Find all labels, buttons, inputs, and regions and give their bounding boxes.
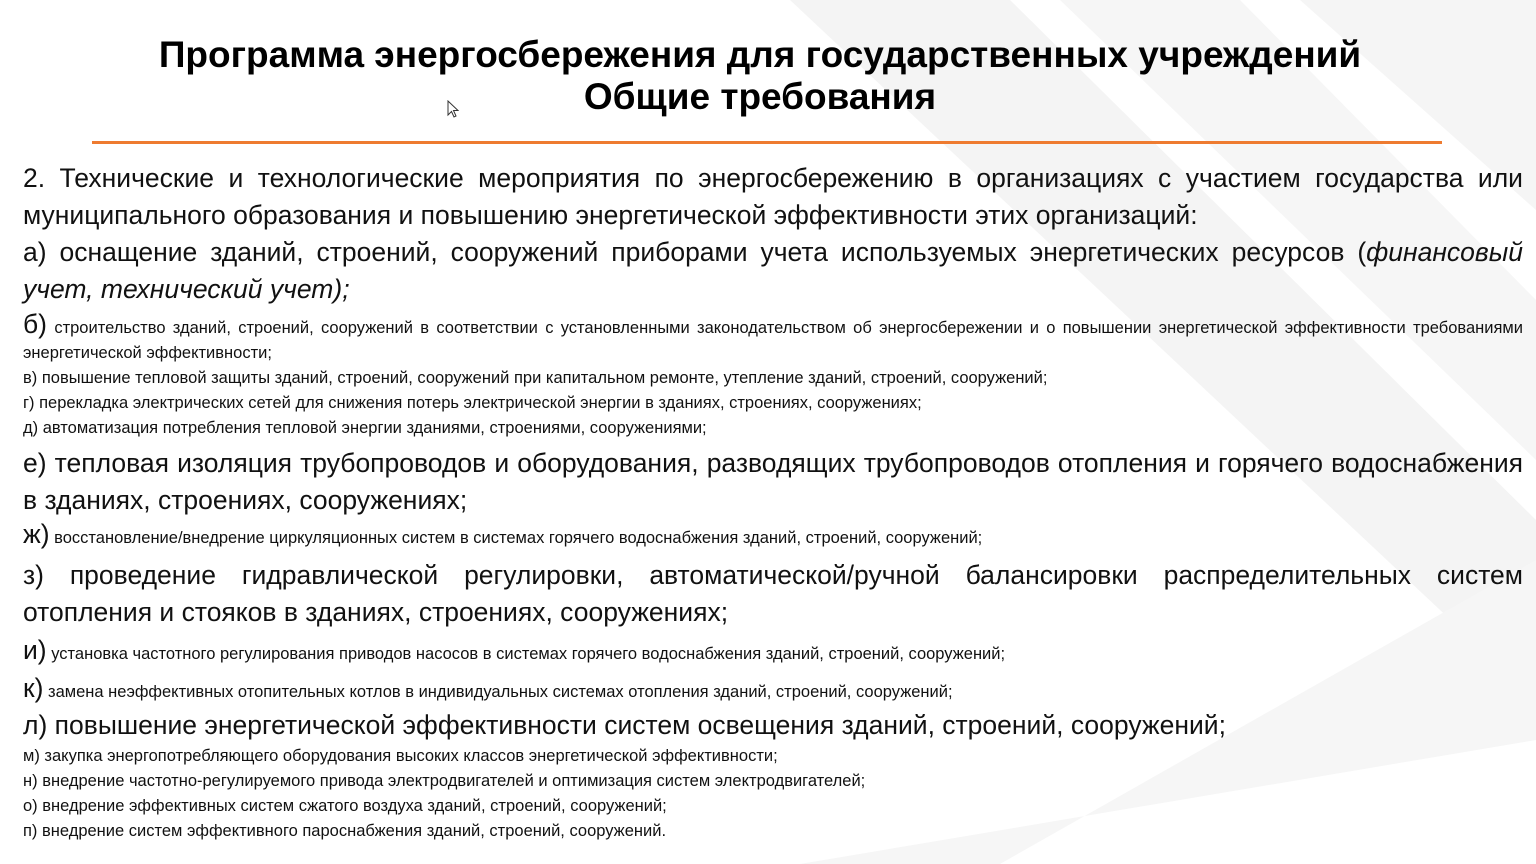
- list-item-d: д) автоматизация потребления тепловой энергии зданиями, строениями, сооружениями;: [23, 419, 707, 437]
- list-item-e: е) тепловая изоляция трубопроводов и оборудования, разводящих трубопроводов отопления и горячего водоснабжения в зданиях, строениях, сооружениях;: [23, 448, 1523, 515]
- list-item-b: [23, 309, 1523, 366]
- title-divider: [92, 141, 1442, 144]
- title-line-1: Программа энергосбережения для государственных учреждений: [158, 34, 1362, 75]
- item-k-text: замена неэффективных отопительных котлов в индивидуальных системах отопления зданий, строений, сооружений;: [48, 683, 953, 701]
- title-line-2: Общие требования: [583, 76, 937, 117]
- list-item-v: в) повышение тепловой защиты зданий, строений, сооружений при капитальном ремонте, утепление зданий, строений, сооружений;: [23, 369, 1048, 387]
- list-item-g: г) перекладка электрических сетей для снижения потерь электрической энергии в зданиях, строениях, сооружениях;: [23, 394, 922, 412]
- list-item-a: [23, 234, 1523, 308]
- list-item-zh: [23, 519, 1523, 553]
- item-zh-marker: ж): [23, 519, 50, 549]
- slide-content: [23, 160, 1523, 844]
- item-zh-text: восстановление/внедрение циркуляционных систем в системах горячего водоснабжения зданий, строений, сооружений;: [54, 529, 983, 547]
- item-b-text: строительство зданий, строений, сооружений в соответствии с установленными законодательством об энергосбережении и о повышении энергетической эффективности требованиями энергетической эффективности;: [23, 319, 1523, 362]
- list-item-l: л) повышение энергетической эффективности систем освещения зданий, строений, сооружений;: [23, 710, 1226, 740]
- list-item-m: м) закупка энергопотребляющего оборудования высоких классов энергетической эффективности;: [23, 747, 778, 765]
- list-item-z: з) проведение гидравлической регулировки, автоматической/ручной балансировки распределительных систем отопления и стояков в зданиях, строениях, сооружениях;: [23, 560, 1523, 627]
- item-a-italic: финансовый учет, технический учет);: [23, 237, 1523, 304]
- list-item-i: [23, 635, 1523, 669]
- mouse-pointer-icon: [447, 100, 459, 118]
- intro-paragraph: 2. Технические и технологические мероприятия по энергосбережению в организациях с участием государства или муниципального образования и повышению энергетической эффективности этих организаций:: [23, 163, 1523, 230]
- list-item-o: о) внедрение эффективных систем сжатого воздуха зданий, строений, сооружений;: [23, 797, 667, 815]
- list-item-k: [23, 673, 1523, 707]
- list-item-n: н) внедрение частотно-регулируемого привода электродвигателей и оптимизация систем электродвигателей;: [23, 772, 866, 790]
- item-b-marker: б): [23, 309, 48, 339]
- item-a-text: а) оснащение зданий, строений, сооружений приборами учета используемых энергетических ресурсов (: [23, 237, 1367, 267]
- item-k-marker: к): [23, 673, 44, 703]
- item-i-marker: и): [23, 635, 47, 665]
- slide-title: [60, 34, 1460, 118]
- list-item-p: п) внедрение систем эффективного пароснабжения зданий, строений, сооружений.: [23, 822, 667, 840]
- item-i-text: установка частотного регулирования приводов насосов в системах горячего водоснабжения зданий, строений, сооружений;: [51, 645, 1006, 663]
